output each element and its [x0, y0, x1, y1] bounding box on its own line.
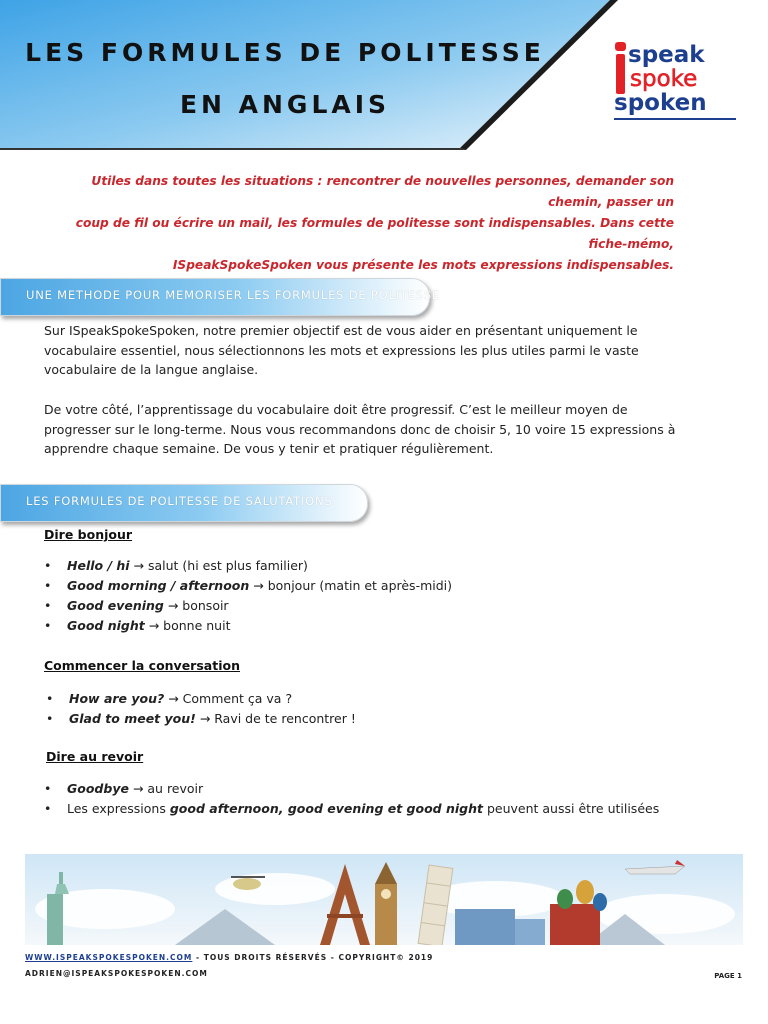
landmarks-illustration	[25, 854, 743, 945]
intro-text	[40, 171, 674, 276]
subheading-goodbye: Dire au revoir	[46, 749, 144, 764]
footer-email[interactable]: ADRIEN@ISPEAKSPOKESPOKEN.COM	[25, 969, 208, 978]
logo-word-spoken: spoken	[614, 90, 707, 116]
french-translation: → salut (hi est plus familier)	[129, 558, 308, 573]
list-item	[44, 779, 659, 799]
hello-list	[44, 556, 452, 636]
english-expression: Good morning / afternoon	[67, 578, 250, 593]
intro-line: ISpeakSpokeSpoken vous présente les mots expressions indispensables.	[172, 258, 674, 272]
page-number: PAGE 1	[714, 972, 742, 980]
logo-underline	[614, 118, 736, 120]
french-translation: → Ravi de te rencontrer !	[195, 711, 356, 726]
english-expression: Glad to meet you!	[69, 711, 196, 726]
logo-i-bar	[616, 54, 625, 94]
intro-line: coup de fil ou écrire un mail, les formules de politesse sont indispensables. Dans cette fiche-mémo,	[75, 216, 674, 251]
french-translation: → au revoir	[128, 781, 204, 796]
english-expression: How are you?	[69, 691, 165, 706]
conversation-list	[46, 689, 356, 729]
subheading-conversation: Commencer la conversation	[44, 658, 240, 673]
french-translation: → bonjour (matin et après-midi)	[249, 578, 453, 593]
list-item	[44, 799, 659, 819]
paragraph-line: progresser sur le long-terme. Nous vous recommandons donc de choisir 5, 10 voire 15 expressions à	[44, 421, 676, 437]
page-title-line1: LES FORMULES DE POLITESSE	[25, 38, 545, 67]
footer-copyright	[25, 953, 433, 962]
logo-i-dot	[615, 42, 626, 51]
intro-line: Utiles dans toutes les situations : rencontrer de nouvelles personnes, demander son chemin, passer un	[91, 174, 674, 209]
logo-word-spoke: spoke	[630, 66, 698, 92]
french-translation: → bonne nuit	[144, 618, 231, 633]
french-translation: → Comment ça va ?	[164, 691, 293, 706]
paragraph-line: apprendre chaque semaine. De vous y tenir et pratiquer régulièrement.	[44, 441, 494, 456]
english-expression: Goodbye	[67, 781, 129, 796]
list-item	[44, 616, 452, 636]
goodbye-list	[44, 779, 659, 819]
french-translation: → bonsoir	[163, 598, 229, 613]
english-expression: good afternoon, good evening et good night	[169, 801, 483, 816]
logo-word-speak: speak	[628, 42, 705, 68]
method-paragraph-1	[44, 321, 684, 380]
paragraph-line: vocabulaire essentiel, nous sélectionnons les mots et expressions les plus utiles parmi le vaste	[44, 342, 639, 358]
list-item	[44, 576, 452, 596]
english-expression: Good evening	[67, 598, 164, 613]
method-paragraph-2	[44, 400, 684, 459]
list-item	[44, 556, 452, 576]
english-expression: Hello / hi	[67, 558, 130, 573]
english-expression: Good night	[67, 618, 145, 633]
paragraph-line: vocabulaire de la langue anglaise.	[44, 362, 259, 377]
list-item	[44, 596, 452, 616]
brand-logo[interactable]	[612, 42, 738, 126]
section-header-title: UNE METHODE POUR MEMORISER LES FORMULES DE POLITESSE	[26, 288, 441, 302]
subheading-hello: Dire bonjour	[44, 527, 133, 542]
list-item	[46, 709, 356, 729]
paragraph-line: De votre côté, l’apprentissage du vocabulaire doit être progressif. C’est le meilleur moyen de	[44, 402, 628, 417]
note-prefix: Les expressions	[67, 801, 170, 816]
paragraph-line: Sur ISpeakSpokeSpoken, notre premier objectif est de vous aider en présentant uniquement le	[44, 323, 638, 338]
list-item	[46, 689, 356, 709]
note-suffix: peuvent aussi être utilisées	[482, 801, 660, 816]
website-link[interactable]: WWW.ISPEAKSPOKESPOKEN.COM	[25, 953, 193, 962]
page-title-line2: EN ANGLAIS	[179, 90, 391, 119]
section-header-title: LES FORMULES DE POLITESSE DE SALUTATIONS	[26, 494, 333, 508]
rights-text: - TOUS DROITS RÉSERVÉS - COPYRIGHT© 2019	[192, 953, 434, 962]
